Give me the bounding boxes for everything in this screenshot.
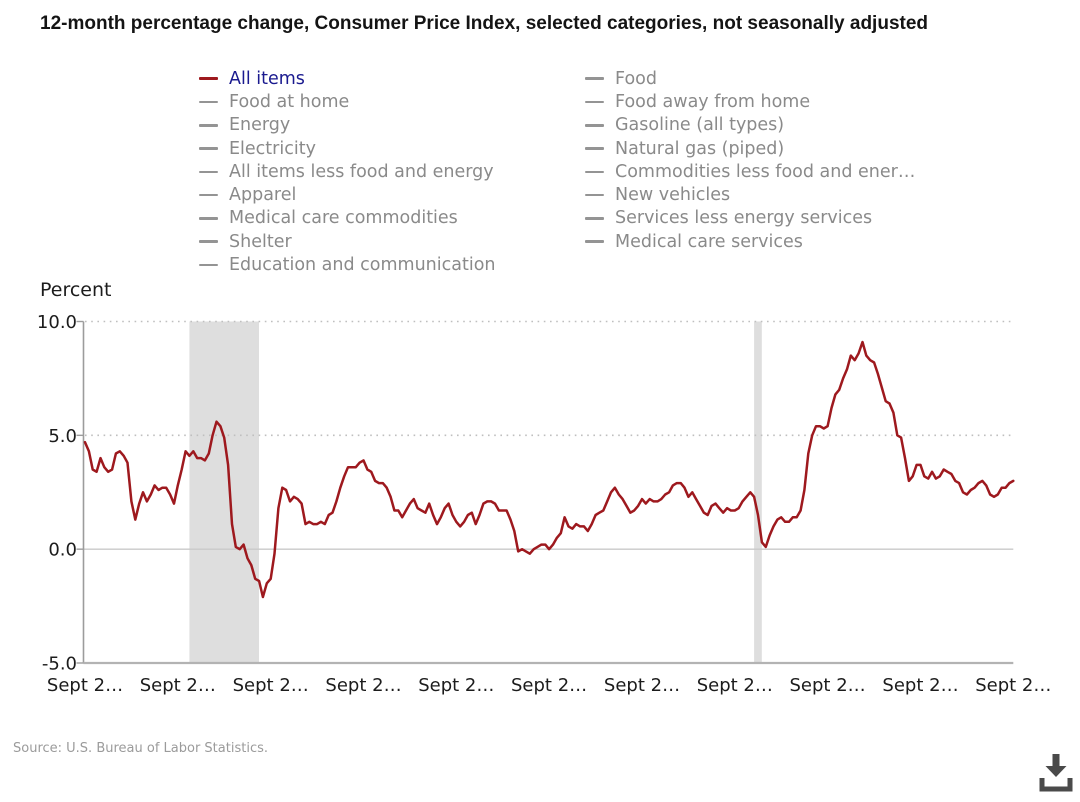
download-arrow-shaft xyxy=(1053,754,1060,767)
download-arrow-head xyxy=(1046,766,1067,777)
y-tick-label: 0.0 xyxy=(48,539,77,561)
y-tick-label: 5.0 xyxy=(48,425,77,447)
download-icon[interactable] xyxy=(1036,752,1076,794)
legend-label: All items xyxy=(229,68,305,89)
x-tick-label: Sept 2… xyxy=(696,675,773,696)
download-tray xyxy=(1042,778,1070,789)
x-tick-label: Sept 2… xyxy=(882,675,959,696)
x-tick-label: Sept 2… xyxy=(139,675,216,696)
x-tick-label: Sept 2… xyxy=(975,675,1052,696)
legend-label: Gasoline (all types) xyxy=(615,115,785,136)
legend-label: Services less energy services xyxy=(615,208,873,229)
source-note: Source: U.S. Bureau of Labor Statistics. xyxy=(13,741,268,756)
legend-label: Electricity xyxy=(229,138,316,159)
x-tick-label: Sept 2… xyxy=(232,675,309,696)
legend-label: Natural gas (piped) xyxy=(615,138,785,159)
legend-label: Medical care services xyxy=(615,231,803,252)
y-tick-label: 10.0 xyxy=(36,312,77,333)
x-tick-label: Sept 2… xyxy=(789,675,866,696)
legend-label: Food at home xyxy=(229,91,350,112)
legend-label: Food xyxy=(615,68,657,89)
recession-band xyxy=(754,322,762,664)
x-tick-label: Sept 2… xyxy=(46,675,124,696)
legend-label: All items less food and energy xyxy=(229,161,494,182)
legend-label: Apparel xyxy=(229,185,297,206)
y-tick-label: -5.0 xyxy=(41,653,77,675)
y-axis-title: Percent xyxy=(40,279,112,301)
x-tick-label: Sept 2… xyxy=(603,675,681,696)
legend-label: Education and communication xyxy=(229,255,496,276)
page-title: 12-month percentage change, Consumer Price Index, selected categories, not seasonally adjusted xyxy=(40,13,929,34)
recession-band xyxy=(189,322,259,664)
x-tick-label: Sept 2… xyxy=(418,675,495,696)
legend-label: Shelter xyxy=(229,231,292,252)
legend-label: Medical care commodities xyxy=(229,208,458,229)
legend-label: Food away from home xyxy=(615,91,811,112)
x-tick-label: Sept 2… xyxy=(511,675,588,696)
legend-label: New vehicles xyxy=(615,185,731,206)
x-tick-label: Sept 2… xyxy=(325,675,402,696)
legend-label: Energy xyxy=(229,115,291,136)
legend-label: Commodities less food and ener… xyxy=(615,161,916,182)
